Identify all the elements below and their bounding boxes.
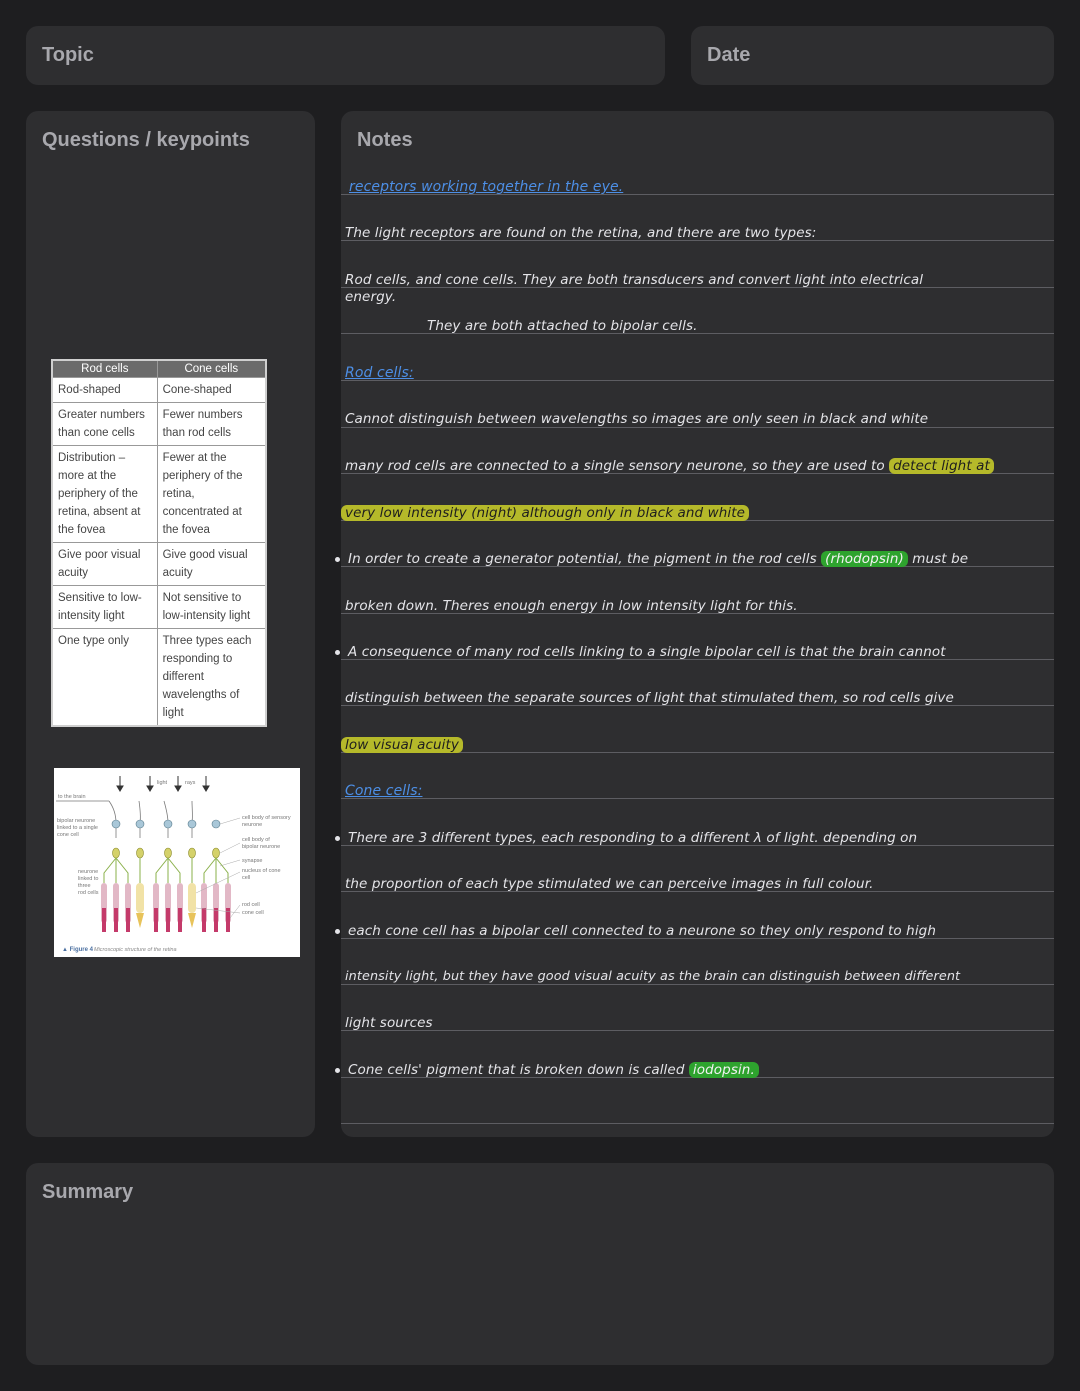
table-cell: Three types each responding to different wavelengths of light [157, 629, 265, 726]
figure-label-rod-cell: rod cell [242, 902, 260, 908]
table-cell: Distribution – more at the periphery of the retina, absent at the fovea [53, 446, 157, 543]
figure-label-neurone-three-4: rod cells [78, 890, 99, 896]
note-text-part: each cone cell has a bipolar cell connected to a neurone so they only respond to high [348, 923, 937, 939]
highlight-green: (rhodopsin) [821, 551, 908, 567]
summary-label: Summary [42, 1181, 134, 1203]
topic-field[interactable] [26, 26, 665, 85]
date-field[interactable] [691, 26, 1054, 85]
topic-label: Topic [42, 44, 94, 66]
table-cell: One type only [53, 629, 157, 726]
figure-label-light: light [157, 780, 168, 786]
table-header-rod: Rod cells [53, 361, 157, 378]
cone-cells-heading: Cone cells: [345, 783, 423, 799]
note-line [341, 1123, 1054, 1124]
note-text: light sources [345, 1015, 433, 1031]
note-text-part: Cone cells' pigment that is broken down is called [348, 1062, 685, 1078]
notes-label: Notes [357, 129, 413, 151]
table-cell: Greater numbers than cone cells [53, 403, 157, 446]
note-text: broken down. Theres enough energy in low intensity light for this. [345, 598, 798, 614]
figure-label-bipolar-single-2: linked to a single [57, 825, 98, 831]
note-text-part: must be [912, 551, 969, 567]
bullet-icon [335, 557, 340, 562]
figure-caption: Microscopic structure of the retina [94, 947, 177, 953]
figure-label-synapse: synapse [242, 858, 263, 864]
bullet-icon [335, 650, 340, 655]
table-row [53, 586, 265, 629]
note-text [341, 737, 463, 753]
table-cell: Fewer at the periphery of the retina, concentrated at the fovea [157, 446, 265, 543]
bullet-icon [335, 929, 340, 934]
table-cell: Give poor visual acuity [53, 543, 157, 586]
questions-label: Questions / keypoints [42, 129, 250, 151]
note-text-part: A consequence of many rod cells linking to a single bipolar cell is that the brain cannot [348, 644, 946, 660]
figure-label-nucleus-cone-2: cell [242, 875, 251, 881]
note-text [335, 551, 968, 567]
note-text [335, 1062, 759, 1078]
note-text: Cannot distinguish between wavelengths so images are only seen in black and white [345, 411, 929, 427]
figure-label-bipolar-single: bipolar neurone [57, 818, 96, 824]
note-text: They are both attached to bipolar cells. [427, 318, 698, 334]
retina-diagram [54, 768, 300, 957]
note-text [345, 458, 994, 474]
questions-panel[interactable] [26, 111, 315, 1137]
note-line [341, 984, 1054, 985]
note-line [341, 380, 1054, 381]
table-row [53, 378, 265, 403]
table-row [53, 403, 265, 446]
figure-label-cone-cell: cone cell [242, 910, 264, 916]
date-label: Date [707, 44, 751, 66]
note-text: the proportion of each type stimulated we can perceive images in full colour. [345, 876, 874, 892]
rod-cells-heading: Rod cells: [345, 365, 414, 381]
note-text [341, 505, 749, 521]
figure-label-neurone-three: neurone [78, 869, 99, 875]
figure-label-cell-body-sensory-2: neurone [242, 822, 263, 828]
retina-structure-figure [54, 768, 300, 957]
note-text-part: In order to create a generator potential, the pigment in the rod cells [348, 551, 817, 567]
notes-panel[interactable] [341, 111, 1054, 1137]
note-text: energy. [345, 289, 397, 305]
summary-panel[interactable] [26, 1163, 1054, 1365]
figure-label-rays: rays [185, 780, 196, 786]
table-cell: Fewer numbers than rod cells [157, 403, 265, 446]
rod-cone-comparison-table [51, 359, 267, 727]
note-text [335, 830, 917, 846]
highlight-yellow: low visual acuity [341, 737, 463, 753]
notes-title: receptors working together in the eye. [349, 179, 624, 195]
figure-label-neurone-three-2: linked to [78, 876, 99, 882]
highlight-yellow: very low intensity (night) although only in black and white [341, 505, 749, 521]
table-header-cone: Cone cells [157, 361, 265, 378]
table-cell: Rod-shaped [53, 378, 157, 403]
figure-label-neurone-three-3: three [78, 883, 91, 889]
highlight-green: iodopsin. [689, 1062, 759, 1078]
bullet-icon [335, 1068, 340, 1073]
note-text: The light receptors are found on the retina, and there are two types: [345, 225, 817, 241]
note-text-part: many rod cells are connected to a single sensory neurone, so they are used to [345, 458, 885, 474]
table-row [53, 543, 265, 586]
figure-label-cell-body-sensory: cell body of sensory [242, 815, 291, 821]
note-line [341, 427, 1054, 428]
bullet-icon [335, 836, 340, 841]
table-row [53, 446, 265, 543]
note-line [341, 1030, 1054, 1031]
note-text: intensity light, but they have good visual acuity as the brain can distinguish between different [345, 969, 961, 984]
table-cell: Sensitive to low-intensity light [53, 586, 157, 629]
note-line [341, 798, 1054, 799]
table-cell: Give good visual acuity [157, 543, 265, 586]
highlight-yellow: detect light at [889, 458, 994, 474]
figure-label-cell-body-bipolar-2: bipolar neurone [242, 844, 281, 850]
figure-label-cell-body-bipolar: cell body of [242, 837, 270, 843]
figure-label-to-brain: to the brain [58, 794, 86, 800]
note-text: distinguish between the separate sources of light that stimulated them, so rod cells give [345, 690, 954, 706]
table-row [53, 629, 265, 726]
note-text-part: There are 3 different types, each responding to a different λ of light. depending on [348, 830, 918, 846]
figure-caption-label: ▲ Figure 4 [62, 947, 93, 953]
table-cell: Cone-shaped [157, 378, 265, 403]
note-text: Rod cells, and cone cells. They are both transducers and convert light into electrical [345, 272, 924, 288]
figure-label-bipolar-single-3: cone cell [57, 832, 79, 838]
note-text [335, 644, 946, 660]
figure-label-nucleus-cone: nucleus of cone [242, 868, 281, 874]
note-text [335, 923, 936, 939]
table-cell: Not sensitive to low-intensity light [157, 586, 265, 629]
